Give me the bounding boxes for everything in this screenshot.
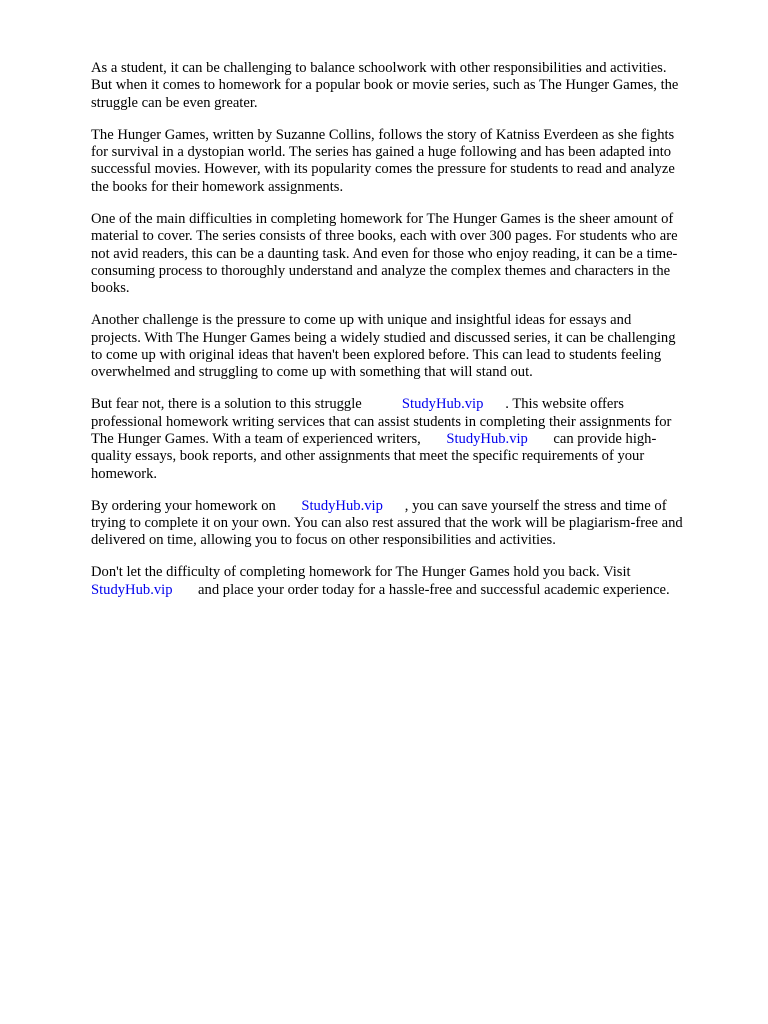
document-page	[91, 60, 731, 614]
studyhub-link[interactable]: StudyHub.vip	[401, 396, 484, 413]
text-line: books.	[91, 280, 130, 297]
text-line: successful movies. However, with its popularity comes the pressure for students to read and analyze	[91, 161, 675, 178]
text-segment: But fear not, there is a solution to this struggle	[91, 396, 362, 413]
text-line: material to cover. The series consists of three books, each with over 300 pages. For students who are	[91, 228, 678, 245]
paragraph-ordering	[91, 498, 731, 550]
text-segment: , you can save yourself the stress and time of	[404, 497, 667, 514]
text-line: homework.	[91, 465, 158, 482]
text-segment: and place your order today for a hassle-free and successful academic experience.	[198, 581, 670, 598]
paragraph-solution	[91, 396, 731, 483]
text-line: As a student, it can be challenging to balance schoolwork with other responsibilities and activities.	[91, 60, 667, 76]
text-line	[91, 582, 731, 599]
text-segment: can provide high-	[553, 431, 657, 448]
paragraph-difficulties	[91, 211, 731, 298]
studyhub-link[interactable]: StudyHub.vip	[301, 497, 383, 514]
text-line: The Hunger Games, written by Suzanne Collins, follows the story of Katniss Everdeen as she fights	[91, 126, 675, 143]
paragraph-challenge	[91, 312, 731, 382]
paragraph-about-series	[91, 127, 731, 197]
text-line: quality essays, book reports, and other assignments that meet the specific requirements of your	[91, 448, 645, 465]
text-line: not avid readers, this can be a daunting task. And even for those who enjoy reading, it can be a time-	[91, 245, 678, 262]
studyhub-link[interactable]: StudyHub.vip	[91, 581, 173, 598]
text-line: professional homework writing services that can assist students in completing their assignments for	[91, 413, 672, 430]
studyhub-link[interactable]: StudyHub.vip	[446, 431, 528, 448]
text-line: Another challenge is the pressure to come up with unique and insightful ideas for essays and	[91, 312, 632, 329]
text-line: to come up with original ideas that haven't been explored before. This can lead to students feeling	[91, 346, 662, 363]
text-line: projects. With The Hunger Games being a widely studied and discussed series, it can be challenging	[91, 329, 676, 346]
text-line: for survival in a dystopian world. The series has gained a huge following and has been adapted into	[91, 144, 672, 161]
text-line	[91, 396, 731, 413]
text-line: consuming process to thoroughly understand and analyze the complex themes and characters in the	[91, 262, 671, 279]
text-segment: By ordering your homework on	[91, 497, 276, 514]
text-segment: . This website offers	[505, 396, 624, 413]
text-line: delivered on time, allowing you to focus on other responsibilities and activities.	[91, 532, 556, 549]
text-line: But when it comes to homework for a popular book or movie series, such as The Hunger Games, the	[91, 77, 679, 94]
text-line: trying to complete it on your own. You can also rest assured that the work will be plagiarism-free and	[91, 515, 683, 532]
text-segment: The Hunger Games. With a team of experienced writers,	[91, 431, 421, 448]
text-line: overwhelmed and struggling to come up with something that will stand out.	[91, 364, 533, 381]
text-line: One of the main difficulties in completing homework for The Hunger Games is the sheer amount of	[91, 210, 674, 227]
text-line: Don't let the difficulty of completing homework for The Hunger Games hold you back. Visit	[91, 564, 631, 581]
text-line	[91, 498, 731, 515]
text-line	[91, 431, 731, 448]
paragraph-call-to-action	[91, 564, 731, 599]
text-line: struggle can be even greater.	[91, 94, 258, 111]
paragraph-intro	[91, 60, 731, 112]
text-line: the books for their homework assignments.	[91, 178, 344, 195]
